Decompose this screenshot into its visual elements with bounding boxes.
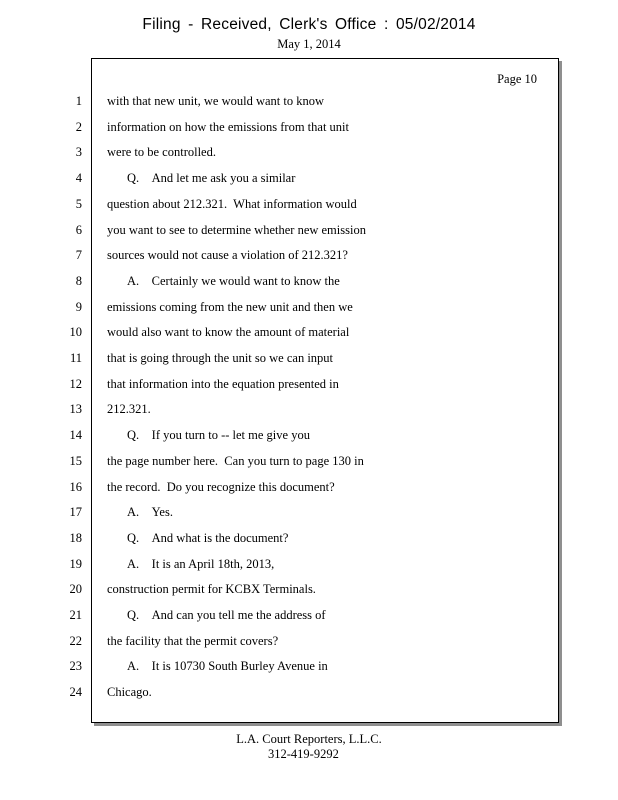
transcript-line: Q. And can you tell me the address of: [127, 608, 326, 622]
transcript-line: A. Yes.: [127, 505, 173, 520]
line-number: 1: [75, 94, 82, 108]
line-number: 14: [69, 428, 82, 443]
transcript-line: Q. And let me ask you a similar: [127, 171, 296, 186]
transcript-line: were to be controlled.: [107, 145, 216, 160]
transcript-line: would also want to know the amount of material: [107, 325, 350, 340]
page-number: Page 10: [497, 72, 537, 86]
line-number: 10: [69, 325, 82, 340]
line-number: 8: [75, 273, 82, 288]
filing-stamp: Filing - Received, Clerk's Office : 05/02/2014: [142, 16, 476, 33]
transcript-line: 212.321.: [107, 402, 151, 417]
transcript-line: the facility that the permit covers?: [107, 633, 279, 648]
line-number: 16: [69, 479, 82, 494]
line-number: 21: [69, 608, 82, 622]
transcript-line: A. It is an April 18th, 2013,: [127, 556, 275, 571]
line-number: 6: [75, 222, 82, 237]
transcript-line: that is going through the unit so we can input: [107, 351, 334, 365]
line-number: 19: [69, 556, 82, 571]
transcript-date: May 1, 2014: [277, 37, 341, 51]
line-number: 2: [75, 119, 82, 134]
transcript-line: emissions coming from the new unit and then we: [107, 299, 353, 314]
transcript-line: that information into the equation presented in: [107, 376, 339, 391]
transcript-line: Q. And what is the document?: [127, 530, 289, 545]
transcript-line: A. It is 10730 South Burley Avenue in: [127, 659, 328, 674]
transcript-line: question about 212.321. What information would: [107, 196, 357, 211]
transcript-line: you want to see to determine whether new emission: [107, 222, 366, 237]
court-reporter-name: L.A. Court Reporters, L.L.C.: [236, 732, 382, 746]
line-number: 23: [69, 659, 82, 674]
line-number: 17: [69, 505, 82, 520]
line-number: 7: [75, 248, 82, 263]
line-number: 20: [69, 582, 82, 597]
line-number: 4: [75, 171, 82, 186]
line-number: 13: [69, 402, 82, 417]
transcript-line: with that new unit, we would want to know: [107, 94, 324, 108]
line-number: 22: [69, 633, 82, 648]
transcript-line: the page number here. Can you turn to page 130 in: [107, 453, 364, 468]
line-number: 15: [69, 453, 82, 468]
line-number: 9: [75, 299, 82, 314]
line-number: 12: [69, 376, 82, 391]
line-number: 5: [75, 196, 82, 211]
line-number: 18: [69, 530, 82, 545]
line-number: 3: [75, 145, 82, 160]
court-reporter-phone: 312-419-9292: [268, 747, 339, 761]
transcript-line: information on how the emissions from that unit: [107, 119, 349, 134]
transcript-line: A. Certainly we would want to know the: [127, 273, 340, 288]
transcript-line: the record. Do you recognize this document?: [107, 479, 335, 494]
line-number: 24: [69, 685, 82, 700]
transcript-line: construction permit for KCBX Terminals.: [107, 582, 316, 597]
transcript-line: Chicago.: [107, 685, 152, 700]
transcript-line: Q. If you turn to -- let me give you: [127, 428, 310, 443]
transcript-line: sources would not cause a violation of 212.321?: [107, 248, 348, 263]
line-number: 11: [69, 351, 82, 365]
